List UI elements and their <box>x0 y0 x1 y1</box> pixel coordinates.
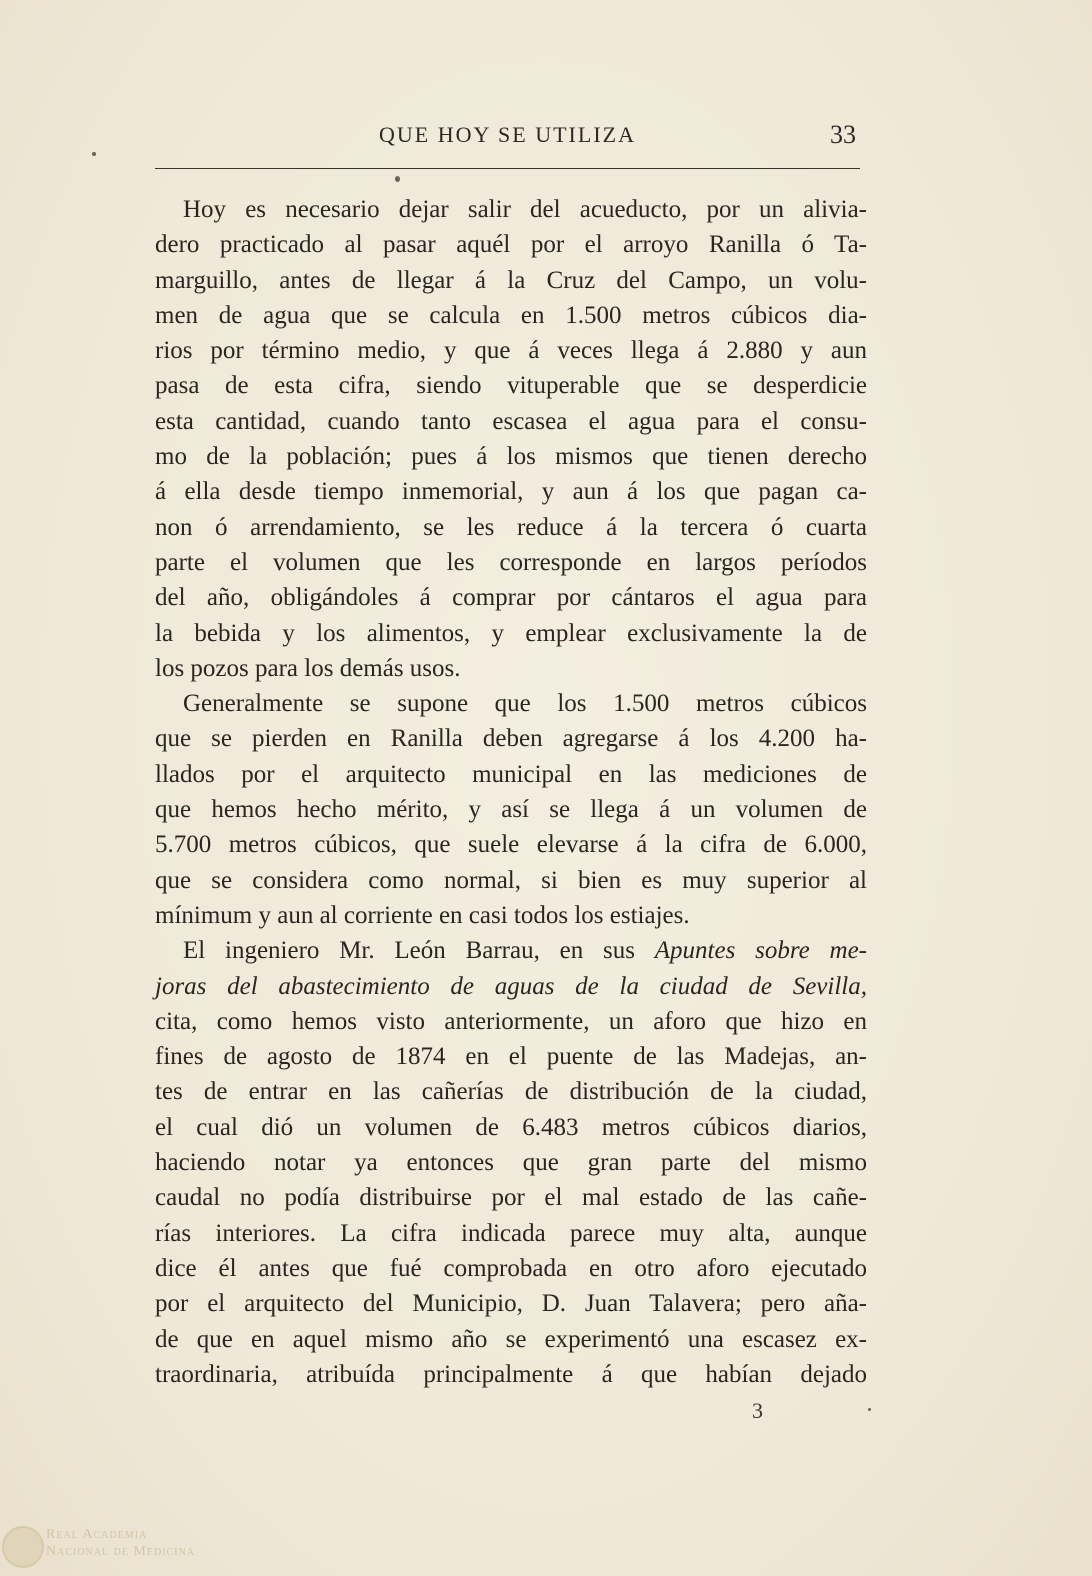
text-line: que se pierden en Ranilla deben agregarse á los 4.200 ha- <box>155 725 867 753</box>
watermark-line-2: Nacional de Medicina <box>46 1544 195 1559</box>
text-line: que hemos hecho mérito, y así se llega á un volumen de <box>155 796 867 824</box>
text-line: rías interiores. La cifra indicada parece muy alta, aunque <box>155 1219 867 1247</box>
body-text <box>155 192 867 1392</box>
text-line: mínimum y aun al corriente en casi todos los estiajes. <box>155 901 690 929</box>
text-line: por el arquitecto del Municipio, D. Juan Talavera; pero aña- <box>155 1290 867 1318</box>
text-line-italic: joras del abastecimiento de aguas de la ciudad de Sevilla, <box>155 972 867 1000</box>
text-line: parte el volumen que les corresponde en largos períodos <box>155 548 867 576</box>
page-header <box>155 118 860 158</box>
text-line: el cual dió un volumen de 6.483 metros cúbicos diarios, <box>155 1113 867 1141</box>
text-line: Generalmente se supone que los 1.500 metros cúbicos <box>183 690 867 718</box>
text-line: esta cantidad, cuando tanto escasea el agua para el consu- <box>155 407 867 435</box>
seal-icon <box>2 1526 44 1568</box>
watermark-text <box>46 1526 195 1560</box>
text-line: caudal no podía distribuirse por el mal estado de las cañe- <box>155 1184 867 1212</box>
text-line: dero practicado al pasar aquél por el arroyo Ranilla ó Ta- <box>155 231 867 259</box>
text-line: haciendo notar ya entonces que gran parte del mismo <box>155 1149 867 1177</box>
paper-speck <box>868 1408 871 1411</box>
text-line: dice él antes que fué comprobada en otro aforo ejecutado <box>155 1254 867 1282</box>
text-run: El ingeniero Mr. León Barrau, en sus <box>183 937 635 965</box>
text-line: los pozos para los demás usos. <box>155 654 461 682</box>
text-line: mo de la población; pues á los mismos que tienen derecho <box>155 443 867 471</box>
library-watermark <box>2 1524 202 1570</box>
text-line: cita, como hemos visto anteriormente, un aforo que hizo en <box>155 1007 867 1035</box>
text-line: del año, obligándoles á comprar por cántaros el agua para <box>155 584 867 612</box>
watermark-line-1: Real Academia <box>46 1527 148 1542</box>
text-line: á ella desde tiempo inmemorial, y aun á los que pagan ca- <box>155 478 867 506</box>
text-line-mixed <box>155 933 867 968</box>
book-title-italic: Apuntes sobre me- <box>654 937 868 965</box>
text-line: tes de entrar en las cañerías de distribución de la ciudad, <box>155 1078 867 1106</box>
paper-speck <box>395 176 400 182</box>
text-line: de que en aquel mismo año se experimentó una escasez ex- <box>155 1325 867 1353</box>
text-line: Hoy es necesario dejar salir del acueducto, por un alivia- <box>183 196 867 223</box>
text-line: fines de agosto de 1874 en el puente de las Madejas, an- <box>155 1043 867 1071</box>
page-number: 33 <box>830 120 856 149</box>
text-line: men de agua que se calcula en 1.500 metros cúbicos dia- <box>155 301 867 329</box>
text-line: llados por el arquitecto municipal en las mediciones de <box>155 760 867 788</box>
header-rule <box>155 168 860 169</box>
text-line: non ó arrendamiento, se les reduce á la tercera ó cuarta <box>155 513 867 541</box>
text-line: traordinaria, atribuída principalmente á que habían dejado <box>155 1360 867 1388</box>
text-line: que se considera como normal, si bien es muy superior al <box>155 866 867 894</box>
paper-speck <box>92 152 96 156</box>
text-line: la bebida y los alimentos, y emplear exclusivamente la de <box>155 619 867 647</box>
text-line: pasa de esta cifra, siendo vituperable que se desperdicie <box>155 372 867 400</box>
text-line: rios por término medio, y que á veces llega á 2.880 y aun <box>155 337 867 365</box>
text-line: marguillo, antes de llegar á la Cruz del Campo, un volu- <box>155 266 867 294</box>
signature-mark: 3 <box>752 1398 763 1423</box>
running-title: QUE HOY SE UTILIZA <box>379 122 636 147</box>
text-line: 5.700 metros cúbicos, que suele elevarse á la cifra de 6.000, <box>155 831 867 859</box>
